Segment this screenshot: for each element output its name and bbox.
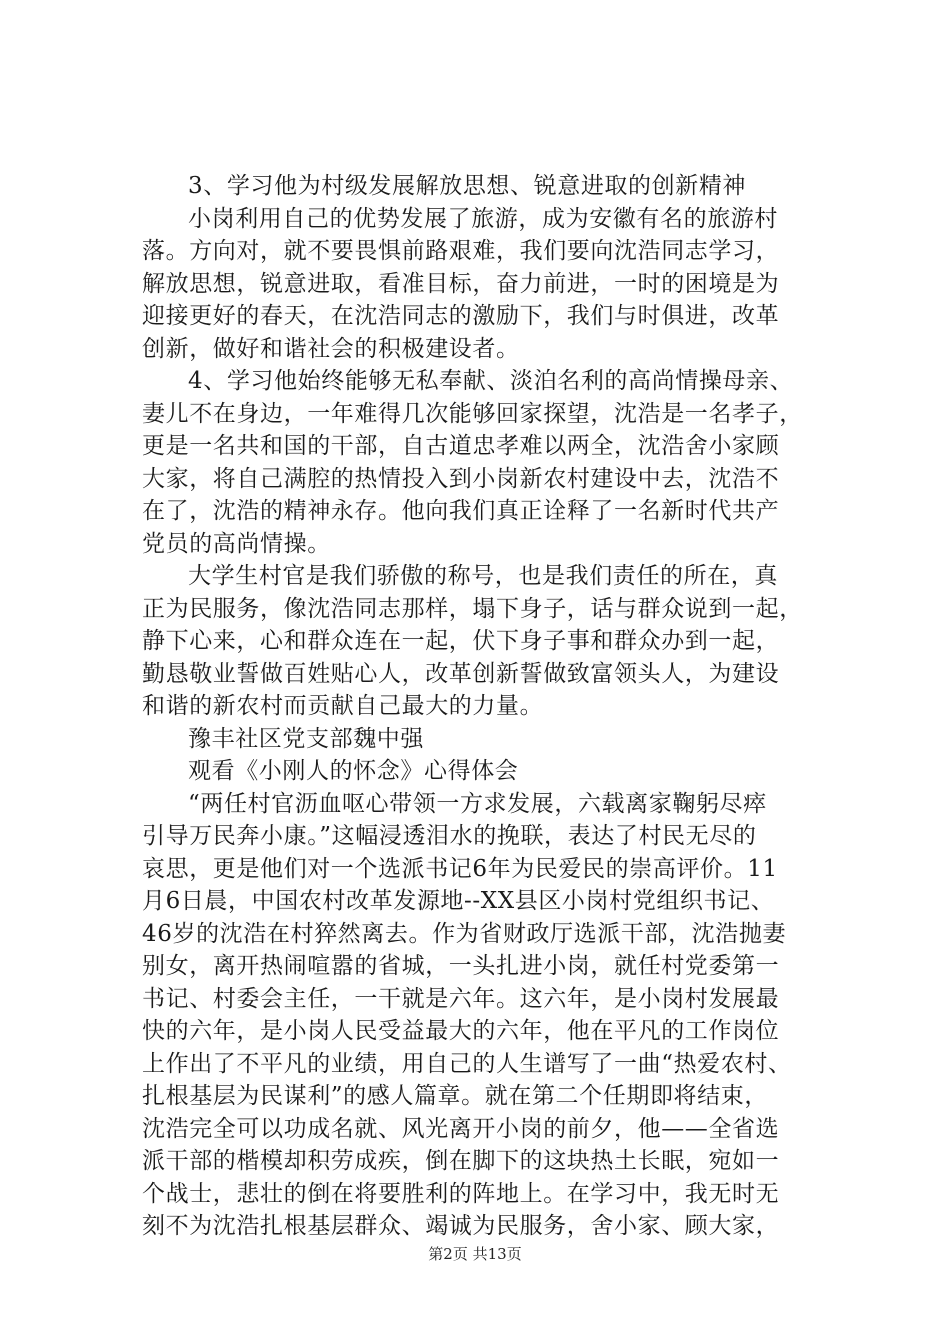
text-line: 3、学习他为村级发展解放思想、锐意进取的创新精神 [188, 173, 747, 199]
text-line: 静下心来，心和群众连在一起，伏下身子事和群众办到一起， [142, 628, 780, 654]
text-line: 哀思，更是他们对一个选派书记6年为民爱民的崇高评价。11 [142, 855, 778, 882]
text-line: 落。方向对，就不要畏惧前路艰难，我们要向沈浩同志学习， [142, 238, 780, 264]
text-line: 党员的高尚情操。 [142, 530, 331, 557]
document-body [142, 170, 822, 1243]
text-line: 勤恳敬业誓做百姓贴心人，改革创新誓做致富领头人，为建设 [142, 660, 780, 687]
text-line: “两任村官沥血呕心带领一方求发展，六载离家鞠躬尽瘁 [188, 790, 767, 817]
text-line: 豫丰社区党支部魏中强 [188, 725, 424, 752]
text-line: 沈浩完全可以功成名就、风光离开小岗的前夕，他——全省选 [142, 1115, 780, 1142]
text-line: 上作出了不平凡的业绩，用自己的人生谱写了一曲“热爱农村、 [142, 1050, 792, 1077]
page-footer: 第2页 共13页 [428, 1245, 522, 1263]
text-line: 书记、村委会主任，一干就是六年。这六年，是小岗村发展最 [142, 985, 780, 1012]
text-line: 更是一名共和国的干部，自古道忠孝难以两全，沈浩舍小家顾 [142, 433, 780, 459]
text-line: 个战士，悲壮的倒在将要胜利的阵地上。在学习中，我无时无 [142, 1180, 780, 1207]
text-line: 刻不为沈浩扎根基层群众、竭诚为民服务，舍小家、顾大家， [142, 1213, 780, 1239]
text-line: 迎接更好的春天，在沈浩同志的激励下，我们与时俱进，改革 [142, 303, 780, 329]
text-line: 解放思想，锐意进取，看准目标，奋力前进，一时的困境是为 [142, 270, 780, 297]
text-line: 和谐的新农村而贡献自己最大的力量。 [142, 693, 544, 719]
text-line: 大学生村官是我们骄傲的称号，也是我们责任的所在，真 [188, 563, 778, 589]
text-line: 月6日晨，中国农村改革发源地--XX县区小岗村党组织书记、 [142, 888, 775, 914]
text-line: 46岁的沈浩在村猝然离去。作为省财政厅选派干部，沈浩抛妻 [142, 920, 787, 947]
text-line: 派干部的楷模却积劳成疾，倒在脚下的这块热土长眠，宛如一 [142, 1148, 780, 1174]
text-line: 正为民服务，像沈浩同志那样，塌下身子，话与群众说到一起， [142, 595, 803, 622]
text-line: 观看《小刚人的怀念》心得体会 [188, 758, 519, 784]
text-line: 快的六年，是小岗人民受益最大的六年，他在平凡的工作岗位 [142, 1018, 780, 1044]
text-line: 在了，沈浩的精神永存。他向我们真正诠释了一名新时代共产 [142, 498, 780, 524]
text-line: 扎根基层为民谋利”的感人篇章。就在第二个任期即将结束， [142, 1083, 768, 1109]
text-line: 别女，离开热闹喧嚣的省城，一头扎进小岗，就任村党委第一 [142, 953, 780, 979]
text-line: 妻儿不在身边，一年难得几次能够回家探望，沈浩是一名孝子， [142, 400, 803, 427]
text-line: 小岗利用自己的优势发展了旅游，成为安徽有名的旅游村 [188, 205, 778, 232]
text-line: 创新，做好和谐社会的积极建设者。 [142, 335, 520, 362]
text-line: 引导万民奔小康。”这幅浸透泪水的挽联，表达了村民无尽的 [142, 823, 757, 849]
text-line: 大家，将自己满腔的热情投入到小岗新农村建设中去，沈浩不 [142, 465, 780, 492]
text-line: 4、学习他始终能够无私奉献、淡泊名利的高尚情操母亲、 [188, 368, 794, 394]
